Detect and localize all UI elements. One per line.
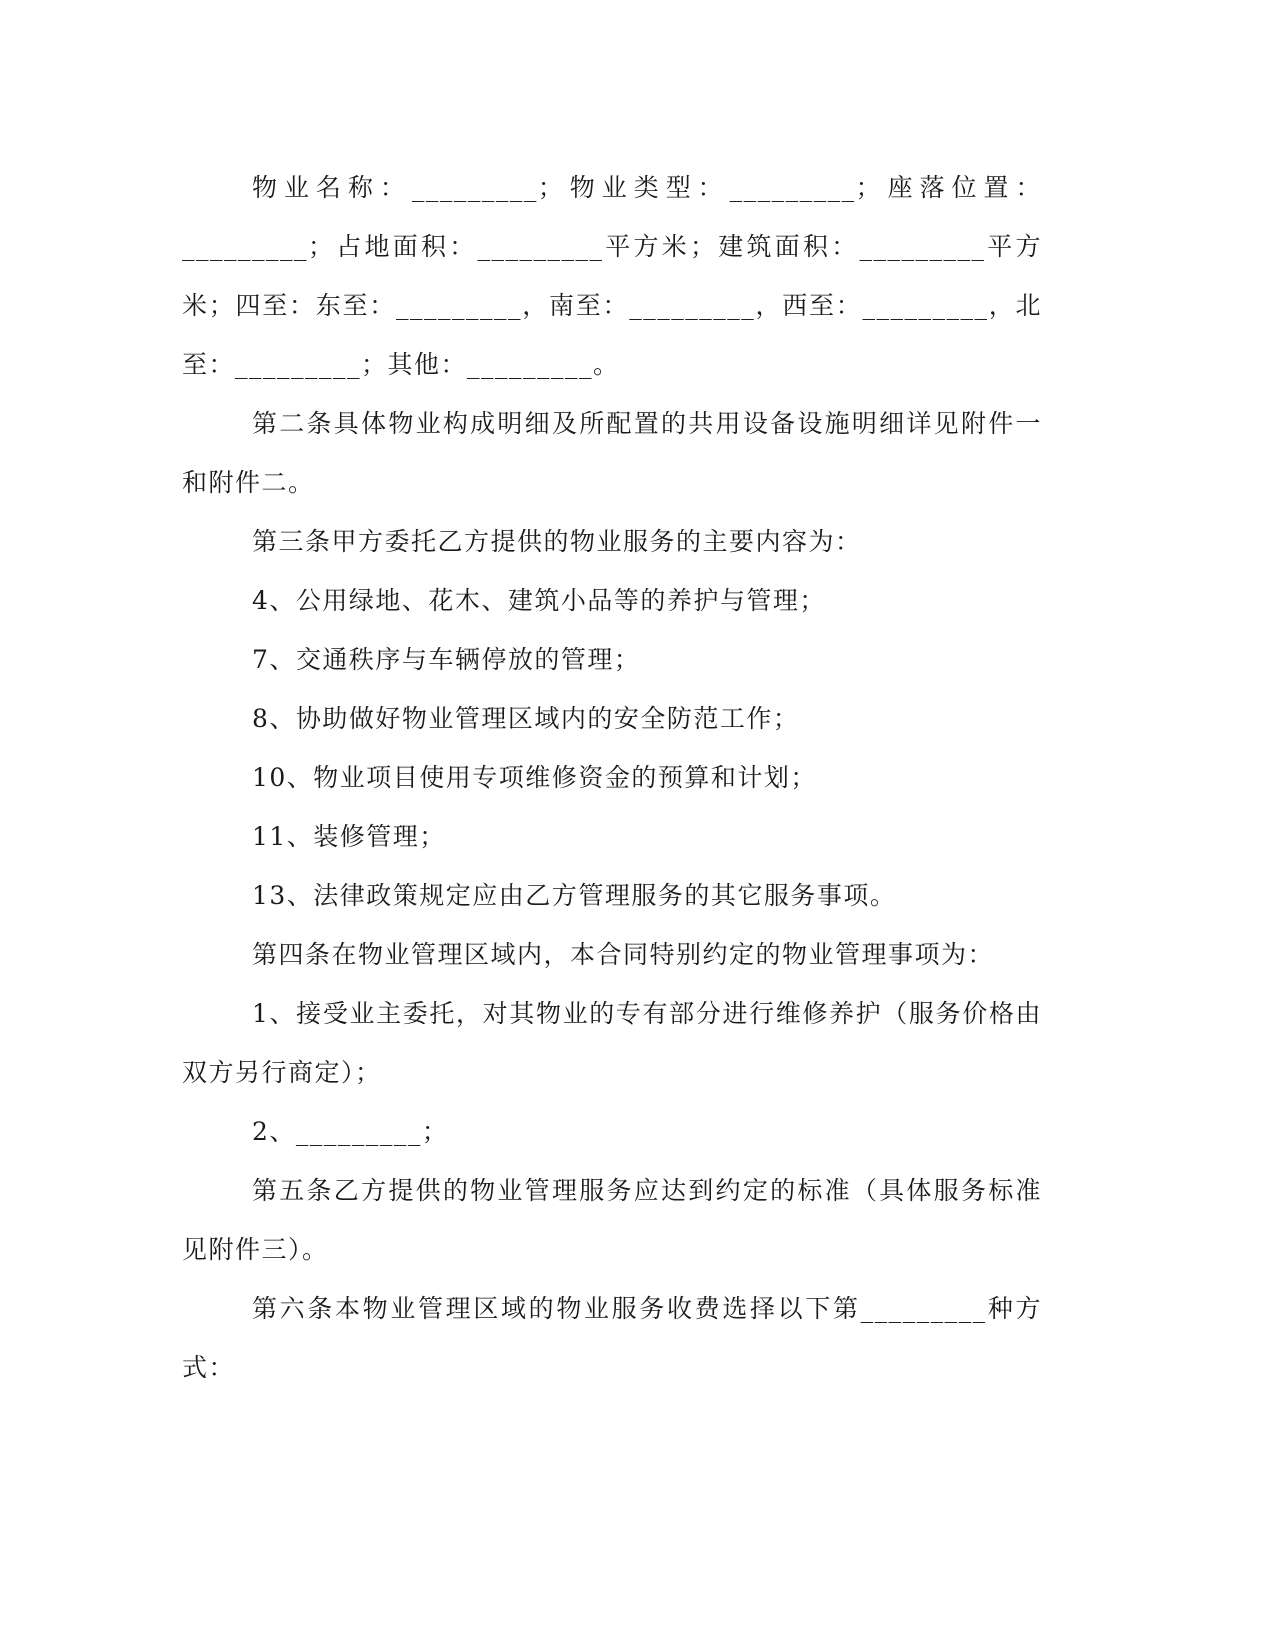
paragraph-article-2: 第二条具体物业构成明细及所配置的共用设备设施明细详见附件一和附件二。	[182, 409, 1042, 497]
list-item: 4、公用绿地、花木、建筑小品等的养护与管理；	[252, 586, 826, 615]
list-item: 1、接受业主委托，对其物业的专有部分进行维修养护（服务价格由双方另行商定）；	[182, 999, 1042, 1087]
paragraph-article-3: 第三条甲方委托乙方提供的物业服务的主要内容为：	[252, 527, 862, 556]
paragraph-article-5: 第五条乙方提供的物业管理服务应达到约定的标准（具体服务标准见附件三）。	[182, 1176, 1042, 1264]
list-item: 13、法律政策规定应由乙方管理服务的其它服务事项。	[252, 881, 897, 910]
list-item: 7、交通秩序与车辆停放的管理；	[252, 645, 641, 674]
list-item: 8、协助做好物业管理区域内的安全防范工作；	[252, 704, 800, 733]
document-body	[182, 158, 1042, 1397]
list-item: 11、装修管理；	[252, 822, 446, 851]
list-item: 2、_________；	[252, 1117, 449, 1146]
paragraph-article-4: 第四条在物业管理区域内，本合同特别约定的物业管理事项为：	[252, 940, 995, 969]
list-item: 10、物业项目使用专项维修资金的预算和计划；	[252, 763, 817, 792]
paragraph-property-info: 物业名称：_________；物业类型：_________；座落位置：_________；占地面积：_________平方米；建筑面积：_________平方米；四至：东至：_________，南至：_________，西至：_________，北至：_________；其他：_________。	[182, 173, 1042, 379]
paragraph-article-6: 第六条本物业管理区域的物业服务收费选择以下第_________种方式：	[182, 1294, 1042, 1382]
